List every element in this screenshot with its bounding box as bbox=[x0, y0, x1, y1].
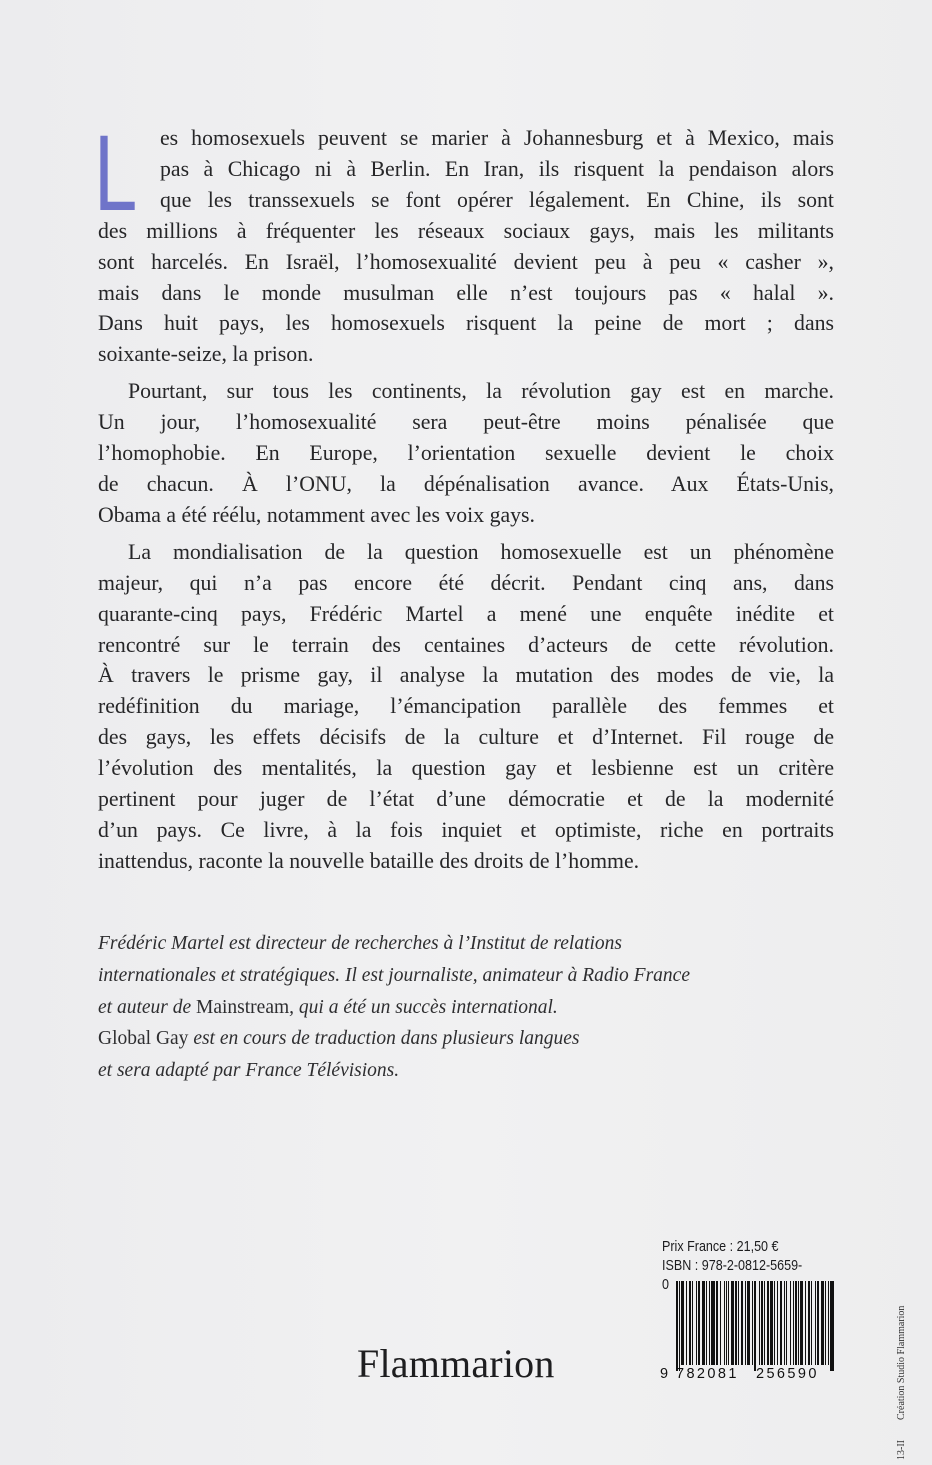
print-code: 13-II bbox=[896, 1440, 907, 1460]
text-line: que les transsexuels se font opérer légalement. En Chine, ils sont bbox=[160, 187, 834, 212]
text-line: quarante-cinq pays, Frédéric Martel a mené une enquête inédite et bbox=[98, 601, 834, 626]
text-line: majeur, qui n’a pas encore été décrit. Pendant cinq ans, dans bbox=[98, 570, 834, 595]
barcode-digit-group: 782081 bbox=[676, 1366, 739, 1382]
barcode-digits bbox=[660, 1366, 840, 1382]
book-title-global-gay: Global Gay bbox=[98, 1028, 189, 1050]
bio-line: Global Gay est en cours de traduction dans plusieurs langues bbox=[98, 1028, 580, 1050]
paragraph-2 bbox=[98, 376, 834, 531]
design-credit: Création Studio Flammarion bbox=[896, 1305, 907, 1420]
paragraph-1 bbox=[98, 123, 834, 370]
text-line: Obama a été réélu, notamment avec les voix gays. bbox=[98, 502, 535, 527]
drop-cap: L bbox=[94, 112, 138, 233]
paragraph-3 bbox=[98, 537, 834, 877]
text-line: Dans huit pays, les homosexuels risquent la peine de mort ; dans bbox=[98, 311, 834, 336]
text-line: redéfinition du mariage, l’émancipation parallèle des femmes et bbox=[98, 694, 834, 719]
bio-line: internationales et stratégiques. Il est journaliste, animateur à Radio France bbox=[98, 964, 690, 986]
barcode-digit-group: 9 bbox=[660, 1366, 669, 1382]
barcode bbox=[676, 1281, 834, 1371]
text-line: des gays, les effets décisifs de la culture et d’Internet. Fil rouge de bbox=[98, 725, 834, 750]
text-line: d’un pays. Ce livre, à la fois inquiet et optimiste, riche en portraits bbox=[98, 817, 834, 842]
barcode-digit-group: 256590 bbox=[756, 1366, 819, 1382]
author-bio bbox=[98, 928, 798, 1087]
bio-line: et sera adapté par France Télévisions. bbox=[98, 1060, 400, 1082]
bio-line: Frédéric Martel est directeur de recherches à l’Institut de relations bbox=[98, 933, 623, 954]
blurb-text bbox=[98, 123, 834, 877]
book-title-mainstream: Mainstream bbox=[196, 996, 290, 1018]
text-line: sont harcelés. En Israël, l’homosexualité devient peu à peu « casher », bbox=[98, 249, 834, 274]
text-line: Pourtant, sur tous les continents, la révolution gay est en marche. bbox=[128, 379, 834, 404]
text-line: mais dans le monde musulman elle n’est toujours pas « halal ». bbox=[98, 280, 834, 305]
publisher-logo: Flammarion bbox=[357, 1341, 555, 1386]
text-line: rencontré sur le terrain des centaines d’acteurs de cette révolution. bbox=[98, 632, 834, 657]
text-line: pertinent pour juger de l’état d’une démocratie et de la modernité bbox=[98, 787, 834, 812]
text-line: Un jour, l’homosexualité sera peut-être moins pénalisée que bbox=[98, 410, 834, 435]
price-label: Prix France : 21,50 € bbox=[662, 1239, 779, 1255]
text-line: inattendus, raconte la nouvelle bataille des droits de l’homme. bbox=[98, 848, 640, 873]
text-line: des millions à fréquenter les réseaux sociaux gays, mais les militants bbox=[98, 218, 834, 243]
text-line: soixante-seize, la prison. bbox=[98, 342, 314, 367]
text-line: es homosexuels peuvent se marier à Johannesburg et à Mexico, mais bbox=[160, 126, 834, 150]
text-line: À travers le prisme gay, il analyse la mutation des modes de vie, la bbox=[98, 663, 834, 688]
text-line: de chacun. À l’ONU, la dépénalisation avance. Aux États-Unis, bbox=[98, 471, 834, 496]
text-line: La mondialisation de la question homosexuelle est un phénomène bbox=[128, 539, 834, 564]
text-line: pas à Chicago ni à Berlin. En Iran, ils risquent la pendaison alors bbox=[160, 156, 834, 181]
isbn-label: ISBN : 978-2-0812-5659-0 bbox=[662, 1258, 803, 1293]
bio-line: et auteur de Mainstream, qui a été un succès international. bbox=[98, 996, 558, 1018]
text-line: l’homophobie. En Europe, l’orientation sexuelle devient le choix bbox=[98, 441, 834, 466]
text-line: l’évolution des mentalités, la question gay et lesbienne est un critère bbox=[98, 756, 834, 781]
